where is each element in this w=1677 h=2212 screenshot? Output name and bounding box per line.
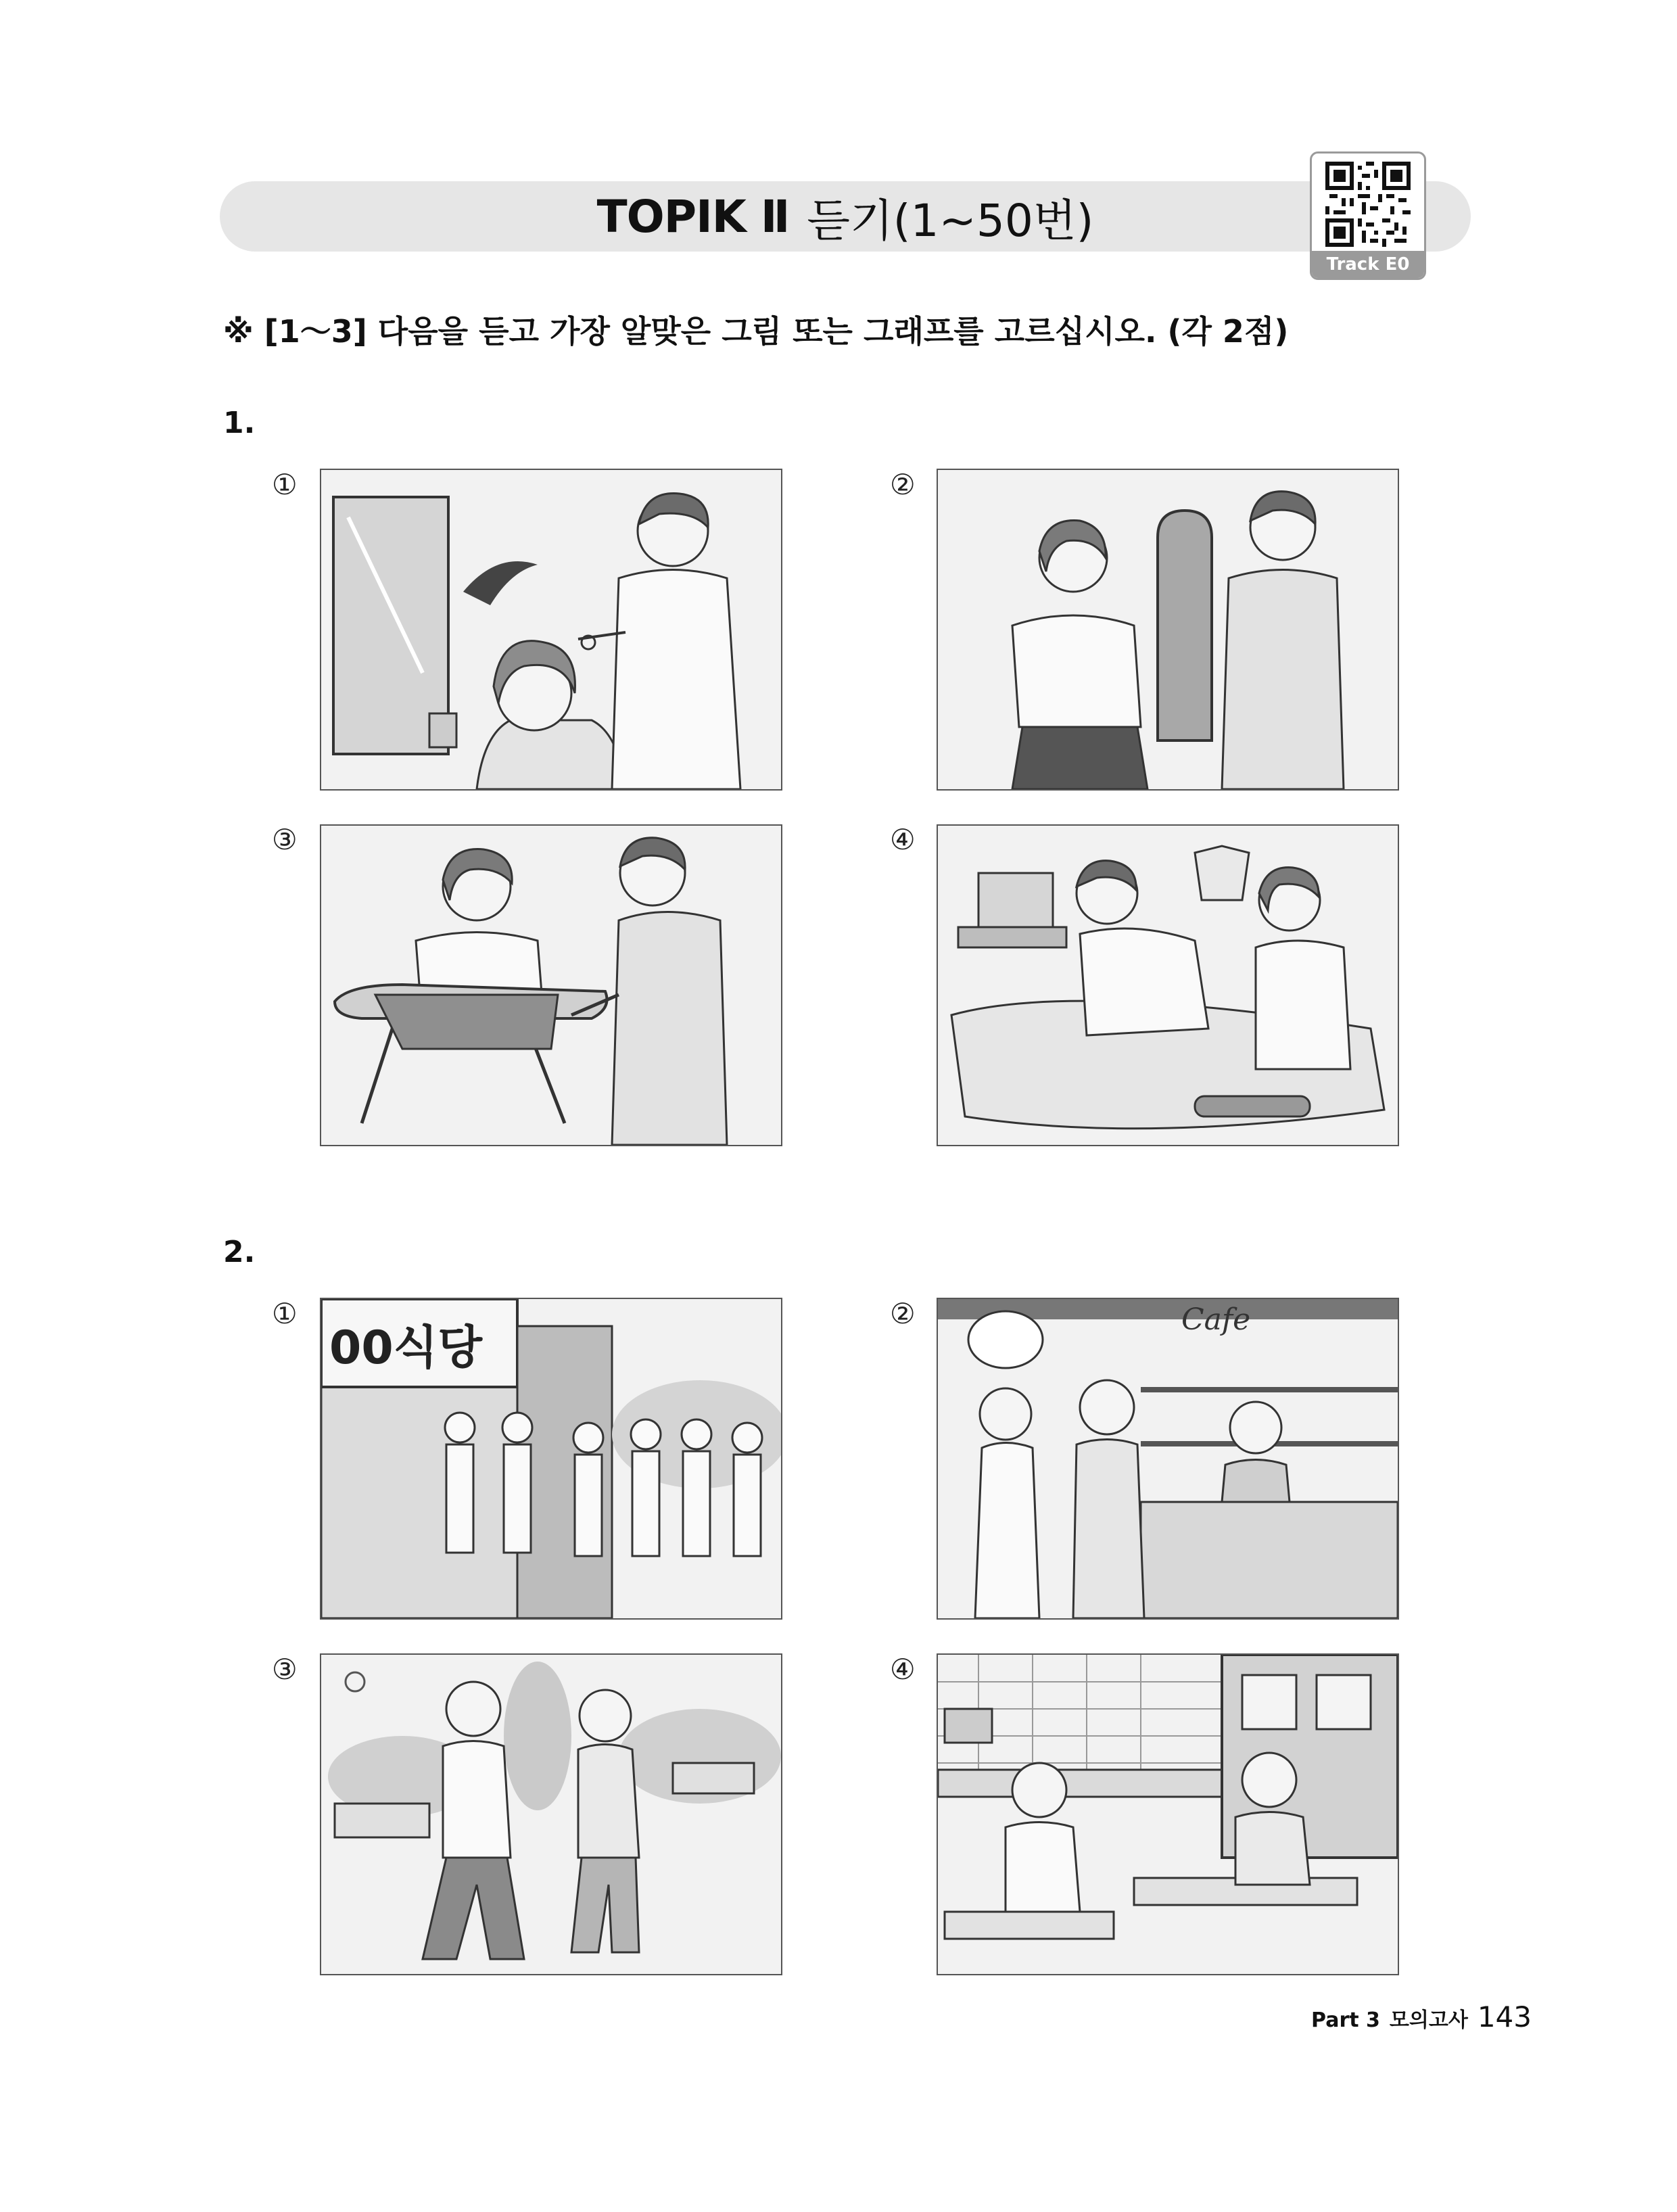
instruction-text: ※ [1～3] 다음을 듣고 가장 알맞은 그림 또는 그래프를 고르십시오. (각 2점) [223,313,1289,350]
page-footer [1311,2000,1532,2033]
title-brand: TOPIK Ⅱ [596,190,790,243]
restaurant-sign-text: 00식당 [329,1321,483,1375]
tailor-shop-illustration [938,826,1398,1145]
footer-section: 모의고사 [1389,2008,1468,2032]
q1-choice-2-mark[interactable]: ② [890,468,916,501]
fitting-room-illustration [938,470,1398,789]
q1-choice-4-image[interactable] [937,824,1399,1146]
q1-choice-1-image[interactable] [320,469,782,791]
track-label: Track E0 [1312,251,1424,278]
q1-choice-3-image[interactable] [320,824,782,1146]
restaurant-queue-illustration [321,1299,781,1618]
q2-choice-3-mark[interactable]: ③ [272,1653,298,1686]
page-title [220,181,1471,252]
q2-choice-2-mark[interactable]: ② [890,1297,916,1330]
break-room-illustration [938,1655,1398,1974]
q2-choice-3-image[interactable] [320,1653,782,1975]
q2-choice-1-mark[interactable]: ① [272,1297,298,1330]
q2-choice-2-image[interactable] [937,1298,1399,1620]
q2-choice-4-image[interactable] [937,1653,1399,1975]
qr-code-icon [1325,162,1411,247]
cafe-sign-text: Cafe [1181,1302,1251,1337]
ironing-board-illustration [321,826,781,1145]
cafe-counter-illustration [938,1299,1398,1618]
q1-choice-4-mark[interactable]: ④ [890,823,916,856]
q2-choice-1-image[interactable] [320,1298,782,1620]
q1-choice-1-mark[interactable]: ① [272,468,298,501]
question-number-1: 1. [223,406,256,440]
q1-choice-3-mark[interactable]: ③ [272,823,298,856]
footer-part: Part 3 [1311,2008,1380,2032]
park-walk-illustration [321,1655,781,1974]
question-number-2: 2. [223,1235,256,1269]
q2-choice-4-mark[interactable]: ④ [890,1653,916,1686]
hair-salon-illustration [321,470,781,789]
page-number: 143 [1477,2000,1532,2033]
title-subtitle: 듣기(1~50번) [807,194,1094,247]
q1-choice-2-image[interactable] [937,469,1399,791]
qr-code-badge[interactable] [1310,151,1426,280]
